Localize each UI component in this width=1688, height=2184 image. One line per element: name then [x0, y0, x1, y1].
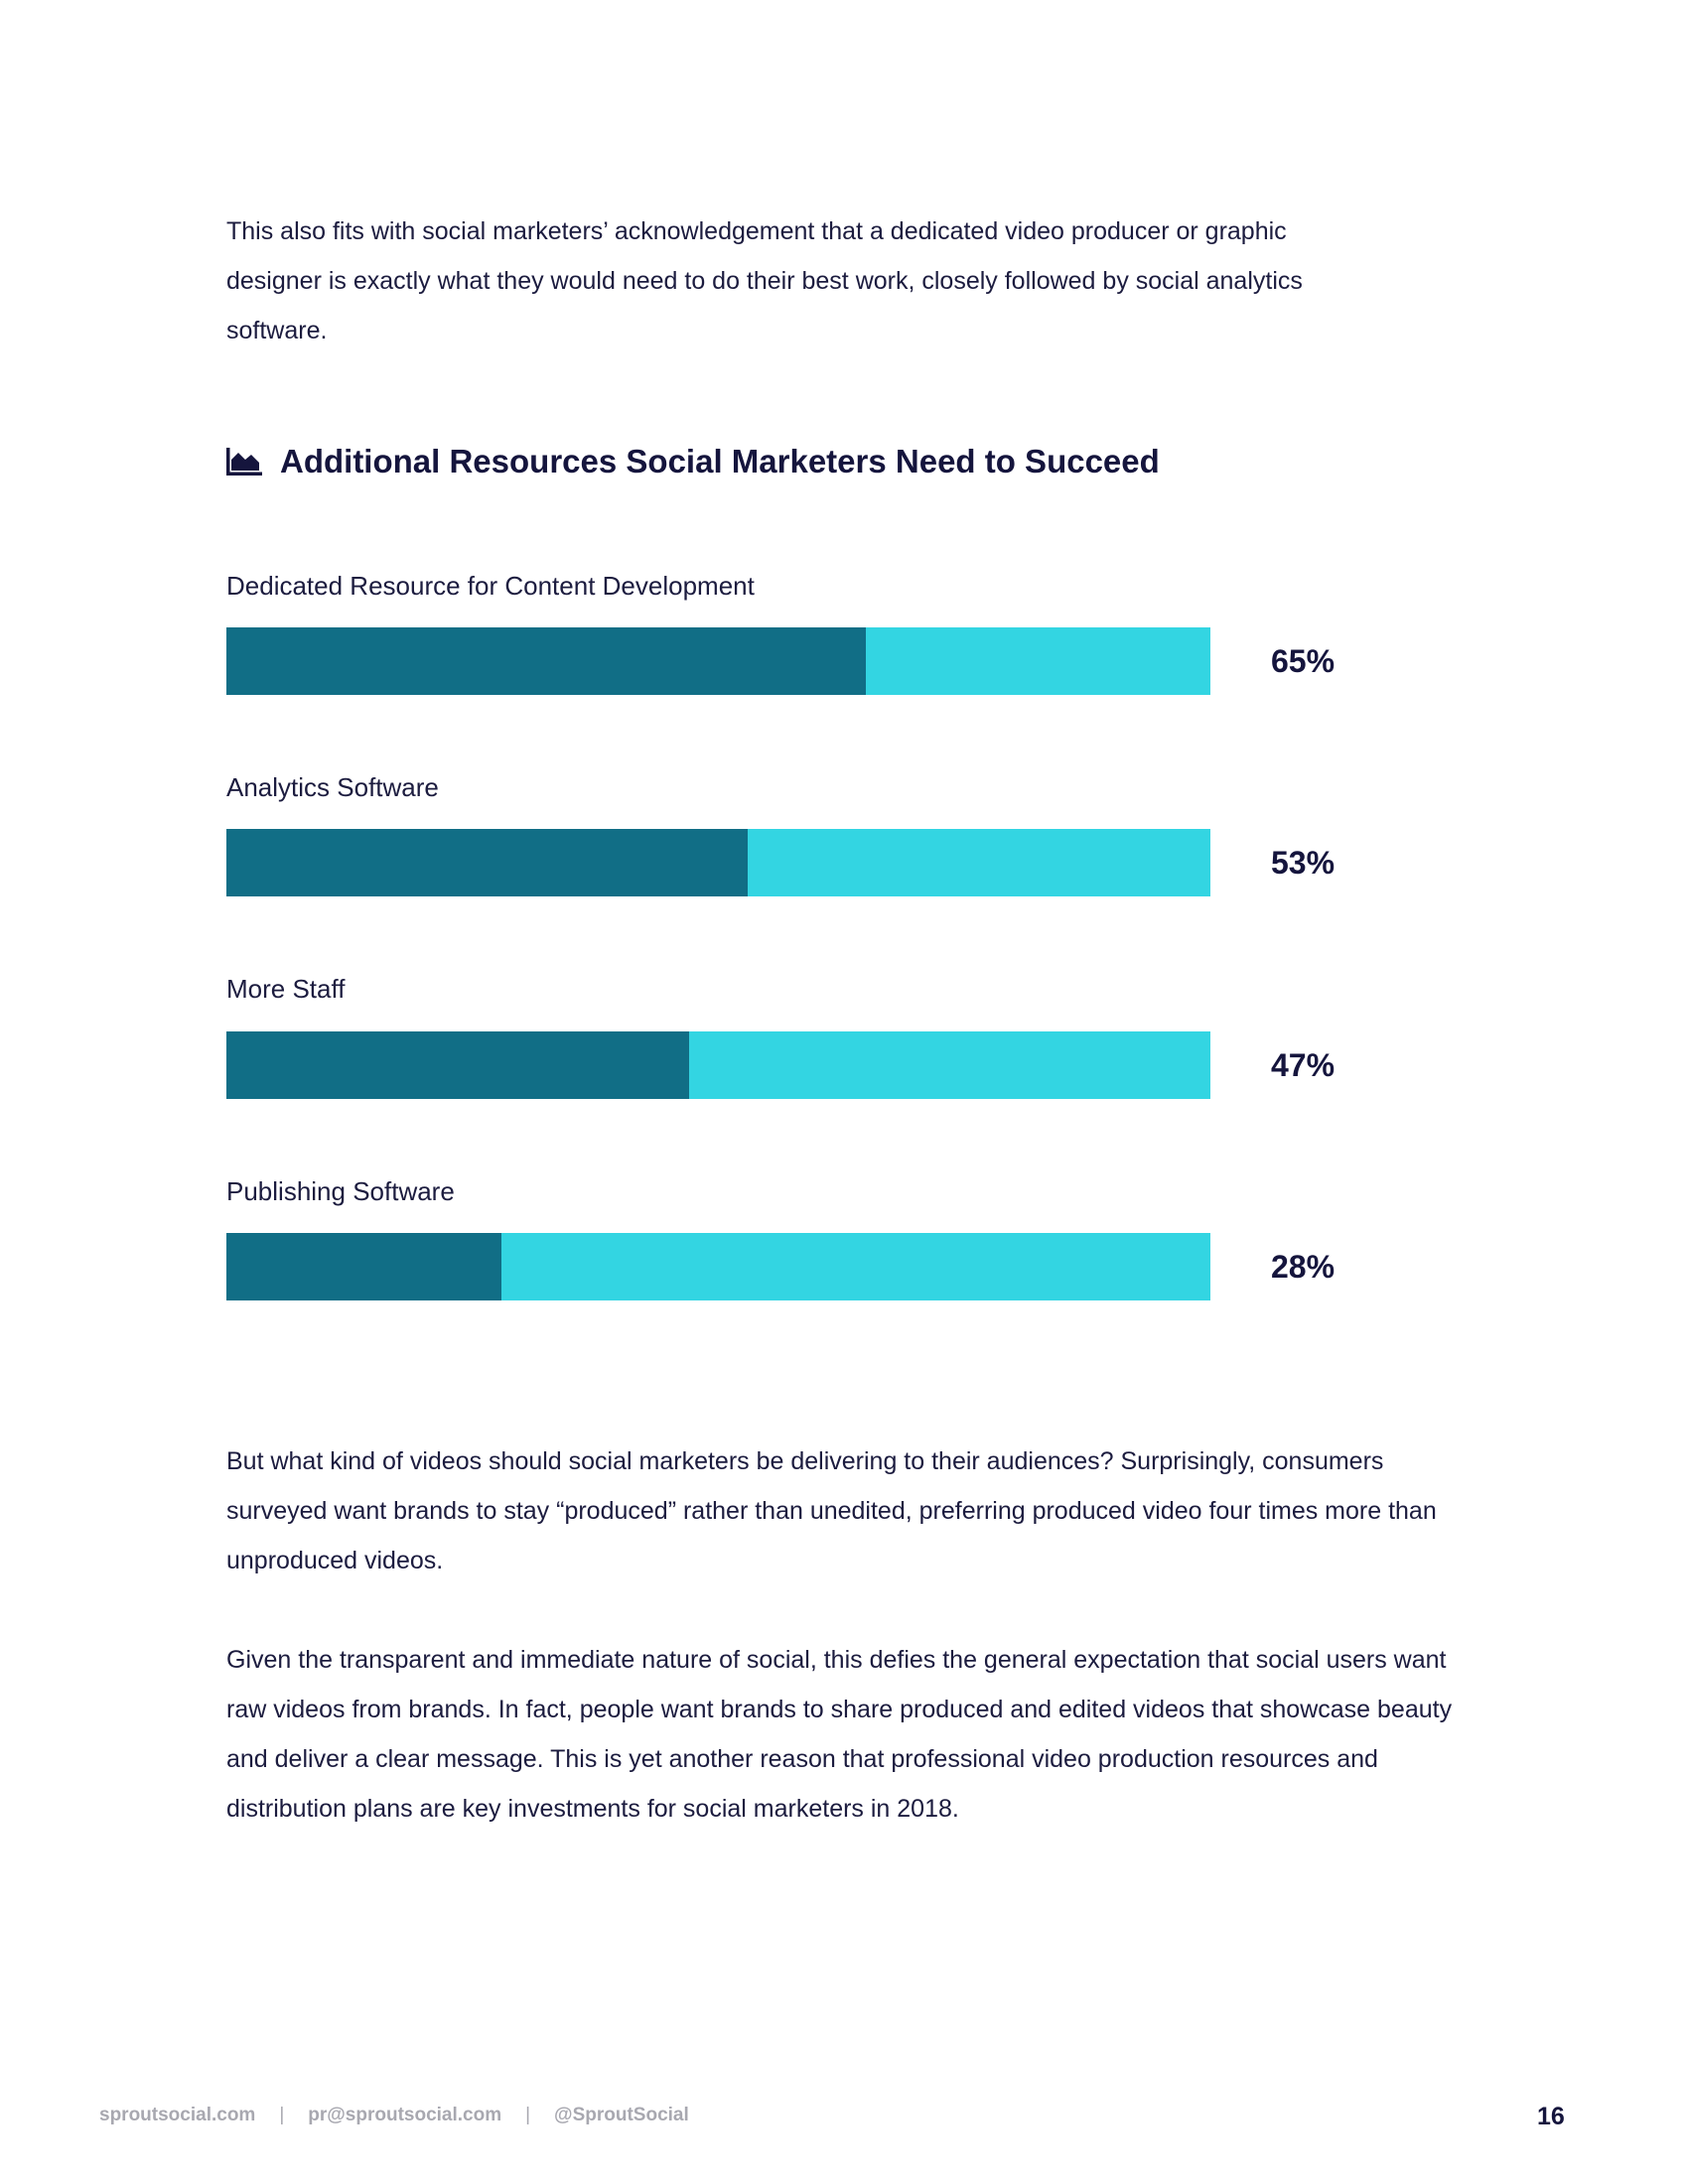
bar-track-content-development	[226, 627, 1210, 695]
body-paragraph-2: Given the transparent and immediate nature of social, this defies the general expectation that social users want raw videos from brands. In fact, people want brands to share produced and edited videos that showcase beauty and deliver a clear message. This is yet another reason that professional video production resources and distribution plans are key investments for social marketers in 2018.	[226, 1646, 1453, 1823]
bar-more-staff	[226, 1031, 689, 1099]
bar-value-publishing-software: 28%	[1271, 1249, 1336, 1285]
area-chart-icon	[226, 448, 262, 476]
bar-track-more-staff	[226, 1031, 1210, 1099]
bar-track-publishing-software	[226, 1233, 1210, 1300]
body-paragraph-1: But what kind of videos should social marketers be delivering to their audiences? Surprisingly, consumers surveyed want brands to stay “produced” rather than unedited, preferring produced video four times more than unproduced videos.	[226, 1447, 1437, 1574]
page-number: 16	[1537, 2103, 1565, 2130]
bar-content-development	[226, 627, 866, 695]
bar-label-content-development: Dedicated Resource for Content Development	[226, 571, 755, 601]
bar-value-analytics-software: 53%	[1271, 845, 1336, 881]
footer-separator: |	[525, 2105, 531, 2125]
bar-value-content-development: 65%	[1271, 643, 1336, 679]
intro-paragraph: This also fits with social marketers’ acknowledgement that a dedicated video producer or graphic designer is exactly what they would need to do their best work, closely followed by social analytics software.	[226, 217, 1303, 344]
bar-value-more-staff: 47%	[1271, 1047, 1336, 1083]
bar-track-analytics-software	[226, 829, 1210, 896]
footer	[99, 2105, 689, 2126]
bar-label-publishing-software: Publishing Software	[226, 1176, 455, 1206]
footer-website-link[interactable]: sproutsocial.com	[99, 2105, 256, 2125]
chart-title-text: Additional Resources Social Marketers Need to Succeed	[280, 443, 1160, 479]
bar-label-more-staff: More Staff	[226, 974, 346, 1004]
footer-email-link[interactable]: pr@sproutsocial.com	[308, 2105, 502, 2125]
bar-publishing-software	[226, 1233, 501, 1300]
footer-separator: |	[279, 2105, 285, 2125]
bar-analytics-software	[226, 829, 748, 896]
footer-handle-link[interactable]: @SproutSocial	[554, 2105, 689, 2125]
bar-label-analytics-software: Analytics Software	[226, 772, 439, 802]
chart-title	[226, 437, 1160, 486]
